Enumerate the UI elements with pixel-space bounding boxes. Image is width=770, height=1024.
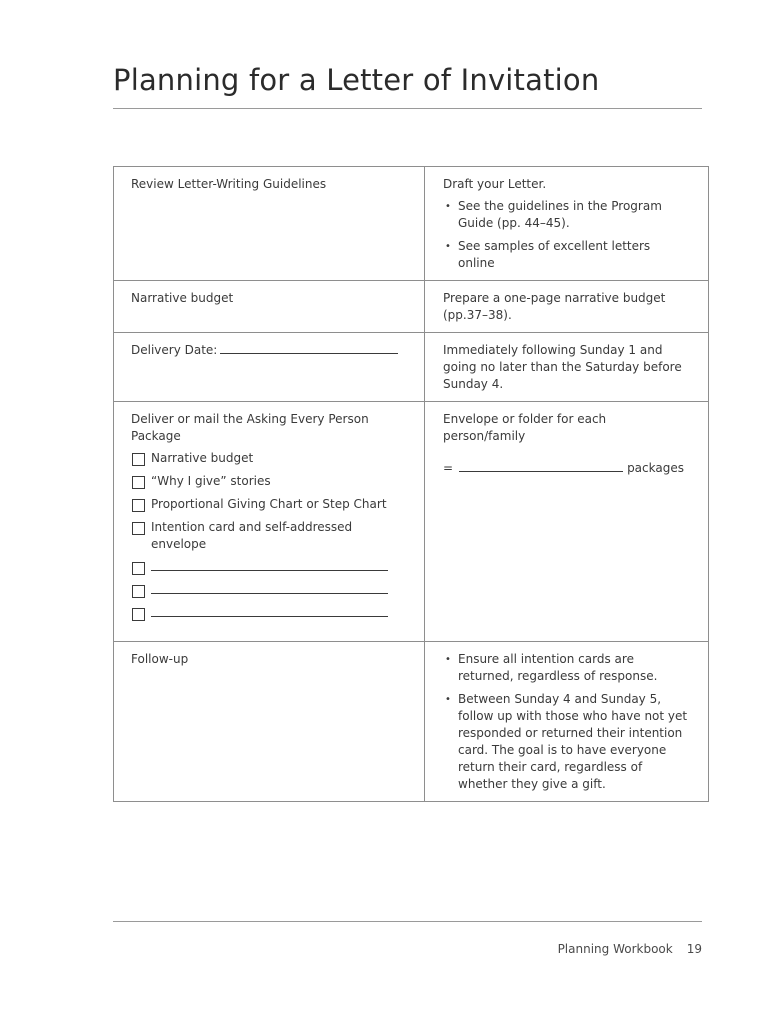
checkbox-icon[interactable] xyxy=(132,522,145,535)
blank-field[interactable] xyxy=(151,559,388,571)
list-item: • Ensure all intention cards are returned, regardless of response. xyxy=(445,652,658,683)
packages-equals: = xyxy=(443,461,454,475)
bullet-icon: • xyxy=(445,241,451,252)
checklist-blank-item xyxy=(131,559,408,576)
table-row xyxy=(114,333,709,402)
row-1-bullet-list xyxy=(443,198,688,272)
bullet-icon: • xyxy=(445,201,451,212)
checkbox-icon[interactable] xyxy=(132,562,145,575)
list-item: • See samples of excellent letters online xyxy=(445,239,651,270)
checkbox-icon[interactable] xyxy=(132,476,145,489)
table-row xyxy=(114,167,709,281)
package-checklist xyxy=(131,450,408,622)
page-title: Planning for a Letter of Invitation xyxy=(113,63,600,97)
page-footer xyxy=(558,942,702,956)
packages-line xyxy=(443,460,688,477)
blank-field[interactable] xyxy=(151,582,388,594)
checklist-blank-item xyxy=(131,582,408,599)
bullet-icon: • xyxy=(445,654,451,665)
table-row xyxy=(114,281,709,333)
checklist-blank-item xyxy=(131,605,408,622)
page-number: 19 xyxy=(686,942,702,956)
row-5-bullet-list xyxy=(443,651,688,793)
row-4-detail-text: Envelope or folder for each person/family xyxy=(443,412,607,443)
packages-count-field[interactable] xyxy=(459,460,623,472)
checkbox-icon[interactable] xyxy=(132,585,145,598)
footer-label: Planning Workbook xyxy=(557,942,673,956)
row-1-detail-text: Draft your Letter. xyxy=(443,177,547,191)
delivery-date-field[interactable] xyxy=(220,342,398,354)
checkbox-icon[interactable] xyxy=(132,608,145,621)
row-4-task-text: Deliver or mail the Asking Every Person Package xyxy=(131,412,369,443)
delivery-date-label: Delivery Date: xyxy=(131,343,218,357)
planning-table xyxy=(113,166,709,802)
checklist-item: “Why I give” stories xyxy=(131,473,408,490)
row-1-task: Review Letter-Writing Guidelines xyxy=(114,167,425,281)
bullet-icon: • xyxy=(445,694,451,705)
checklist-item: Proportional Giving Chart or Step Chart xyxy=(131,496,408,513)
table-row xyxy=(114,402,709,642)
row-5-task: Follow-up xyxy=(114,642,425,802)
blank-field[interactable] xyxy=(151,605,388,617)
packages-suffix: packages xyxy=(627,461,684,475)
row-3-detail: Immediately following Sunday 1 and going no later than the Saturday before Sunday 4. xyxy=(425,333,709,402)
row-3-task xyxy=(114,333,425,402)
checkbox-icon[interactable] xyxy=(132,453,145,466)
row-4-detail xyxy=(425,402,709,642)
checklist-item: Intention card and self-addressed envelope xyxy=(131,519,408,553)
row-4-task xyxy=(114,402,425,642)
table-row xyxy=(114,642,709,802)
row-2-detail: Prepare a one-page narrative budget (pp.37–38). xyxy=(425,281,709,333)
list-item: • See the guidelines in the Program Guide (pp. 44–45). xyxy=(445,199,662,230)
footer-divider xyxy=(113,921,702,922)
title-divider xyxy=(113,108,702,109)
row-2-task: Narrative budget xyxy=(114,281,425,333)
row-1-detail xyxy=(425,167,709,281)
list-item: • Between Sunday 4 and Sunday 5, follow up with those who have not yet responded or returned their intention card. The goal is to have everyone return their card, regardless of whether they give a gift. xyxy=(445,692,688,791)
checklist-item: Narrative budget xyxy=(131,450,408,467)
checkbox-icon[interactable] xyxy=(132,499,145,512)
row-5-detail xyxy=(425,642,709,802)
